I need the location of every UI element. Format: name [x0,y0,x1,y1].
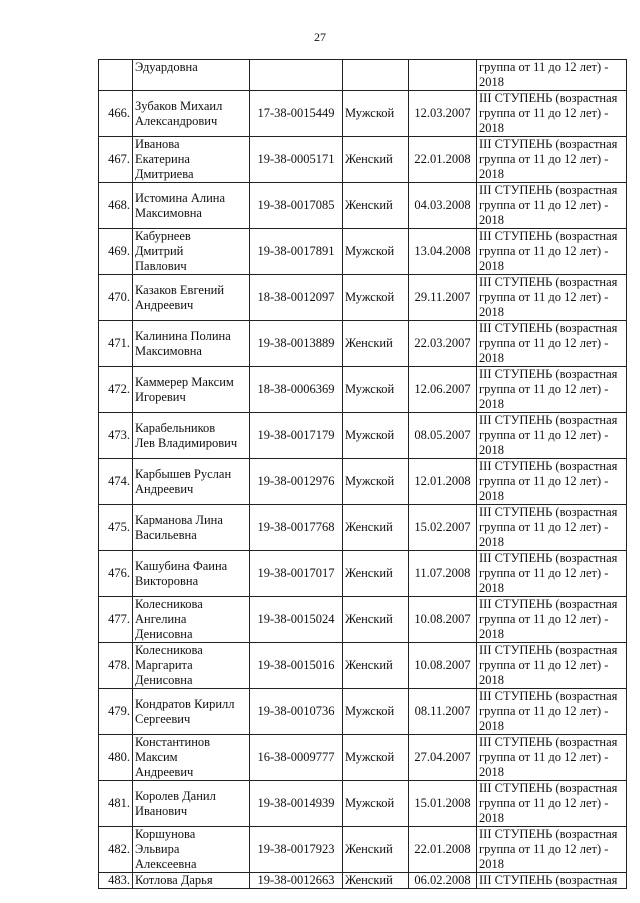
cell-uin: 19-38-0015024 [250,597,343,643]
cell-level-text: III СТУПЕНЬ (возрастная группа от 11 до 12 лет) - 2018 [479,413,618,457]
cell-level-text: III СТУПЕНЬ (возрастная группа от 11 до 12 лет) - 2018 [479,735,618,779]
cell-sex: Мужской [343,367,409,413]
cell-uin: 19-38-0017179 [250,413,343,459]
cell-number: 473. [99,413,133,459]
table-row [99,551,627,597]
table-row [99,505,627,551]
cell-birthdate: 29.11.2007 [409,275,477,321]
cell-sex: Мужской [343,459,409,505]
cell-sex: Женский [343,551,409,597]
cell-level-text: III СТУПЕНЬ (возрастная группа от 11 до 12 лет) - 2018 [479,505,618,549]
cell-level-text: III СТУПЕНЬ (возрастная группа от 11 до 12 лет) - 2018 [479,183,618,227]
cell-name [133,735,250,781]
cell-uin: 19-38-0017923 [250,827,343,873]
cell-birthdate: 11.07.2008 [409,551,477,597]
cell-sex: Мужской [343,91,409,137]
cell-name [133,367,250,413]
cell-uin: 19-38-0017017 [250,551,343,597]
cell-level-text: III СТУПЕНЬ (возрастная группа от 11 до 12 лет) - 2018 [479,459,618,503]
cell-level-text: III СТУПЕНЬ (возрастная группа от 11 до 12 лет) - 2018 [479,551,618,595]
cell-name-text: Константинов Максим Андреевич [135,735,211,779]
cell-level [477,137,627,183]
cell-number: 472. [99,367,133,413]
cell-name [133,597,250,643]
cell-level [477,321,627,367]
cell-number: 475. [99,505,133,551]
cell-name-text: Карабельников Лев Владимирович [135,420,238,450]
cell-uin: 16-38-0009777 [250,735,343,781]
cell-name [133,413,250,459]
cell-level [477,827,627,873]
table-row [99,367,627,413]
cell-birthdate: 12.03.2007 [409,91,477,137]
cell-birthdate: 27.04.2007 [409,735,477,781]
cell-sex: Мужской [343,229,409,275]
cell-level-text: III СТУПЕНЬ (возрастная группа от 11 до 12 лет) - 2018 [479,689,618,733]
table-row [99,459,627,505]
cell-name-text: Кондратов Кирилл Сергеевич [135,696,235,726]
cell-uin: 19-38-0017768 [250,505,343,551]
cell-number: 474. [99,459,133,505]
cell-sex: Женский [343,827,409,873]
cell-name [133,137,250,183]
cell-name-text: Истомина Алина Максимовна [135,190,226,220]
table-row [99,597,627,643]
table-row [99,229,627,275]
cell-name [133,643,250,689]
cell-uin: 18-38-0012097 [250,275,343,321]
cell-birthdate: 06.02.2008 [409,873,477,889]
cell-name-text: Кабурнеев Дмитрий Павлович [135,229,191,273]
cell-sex: Мужской [343,781,409,827]
cell-level [477,413,627,459]
cell-uin: 19-38-0014939 [250,781,343,827]
cell-name [133,827,250,873]
cell-number: 467. [99,137,133,183]
cell-uin: 17-38-0015449 [250,91,343,137]
table-row-partial [99,873,627,889]
table-row-continued [99,60,627,91]
cell-level [477,229,627,275]
cell-name-text: Карманова Лина Васильевна [135,512,223,542]
cell-number: 480. [99,735,133,781]
cell-level [477,689,627,735]
table-row [99,321,627,367]
cell-level-text: III СТУПЕНЬ (возрастная группа от 11 до 12 лет) - 2018 [479,781,618,825]
table-row [99,827,627,873]
cell-sex: Мужской [343,735,409,781]
cell-sex: Женский [343,597,409,643]
cell-level [477,781,627,827]
cell-number [99,60,133,91]
cell-name [133,459,250,505]
cell-name-text: Колесникова Маргарита Денисовна [135,643,203,687]
cell-name [133,873,250,889]
cell-level [477,91,627,137]
cell-level-text: III СТУПЕНЬ (возрастная группа от 11 до 12 лет) - 2018 [479,229,618,273]
cell-uin: 19-38-0005171 [250,137,343,183]
cell-birthdate: 22.03.2007 [409,321,477,367]
cell-level-text: группа от 11 до 12 лет) - 2018 [479,60,609,89]
cell-birthdate: 08.11.2007 [409,689,477,735]
table-row [99,275,627,321]
cell-number: 482. [99,827,133,873]
cell-level [477,597,627,643]
table-row [99,781,627,827]
cell-level-text: III СТУПЕНЬ (возрастная [479,873,618,887]
cell-birthdate: 10.08.2007 [409,597,477,643]
cell-uin: 19-38-0012976 [250,459,343,505]
cell-level-text: III СТУПЕНЬ (возрастная группа от 11 до 12 лет) - 2018 [479,827,618,871]
cell-sex: Женский [343,873,409,889]
cell-name [133,60,250,91]
cell-name [133,275,250,321]
table-row [99,183,627,229]
cell-number: 468. [99,183,133,229]
cell-name-text: Казаков Евгений Андреевич [135,282,225,312]
cell-level-text: III СТУПЕНЬ (возрастная группа от 11 до 12 лет) - 2018 [479,91,618,135]
cell-uin [250,60,343,91]
cell-sex: Женский [343,137,409,183]
table-row [99,643,627,689]
cell-name [133,689,250,735]
table-row [99,91,627,137]
cell-number: 469. [99,229,133,275]
cell-level-text: III СТУПЕНЬ (возрастная группа от 11 до 12 лет) - 2018 [479,597,618,641]
cell-name [133,91,250,137]
cell-level [477,505,627,551]
cell-name [133,551,250,597]
cell-birthdate: 10.08.2007 [409,643,477,689]
cell-level [477,275,627,321]
cell-level [477,873,627,889]
cell-sex: Мужской [343,413,409,459]
cell-sex: Мужской [343,275,409,321]
cell-name-text: Карбышев Руслан Андреевич [135,466,232,496]
cell-uin: 19-38-0012663 [250,873,343,889]
cell-number: 481. [99,781,133,827]
cell-birthdate: 15.02.2007 [409,505,477,551]
cell-sex: Женский [343,183,409,229]
cell-name-text: Эдуардовна [135,60,198,74]
cell-number: 471. [99,321,133,367]
cell-name-text: Каммерер Максим Игоревич [135,374,234,404]
cell-birthdate: 08.05.2007 [409,413,477,459]
cell-number: 477. [99,597,133,643]
cell-birthdate: 22.01.2008 [409,827,477,873]
cell-name [133,321,250,367]
cell-birthdate: 15.01.2008 [409,781,477,827]
table-body [99,60,627,889]
cell-level-text: III СТУПЕНЬ (возрастная группа от 11 до 12 лет) - 2018 [479,137,618,181]
cell-birthdate [409,60,477,91]
page-number: 27 [314,30,326,44]
cell-sex: Женский [343,321,409,367]
cell-name [133,781,250,827]
cell-level [477,60,627,91]
table-row [99,689,627,735]
cell-level-text: III СТУПЕНЬ (возрастная группа от 11 до 12 лет) - 2018 [479,367,618,411]
cell-name-text: Колесникова Ангелина Денисовна [135,597,203,641]
cell-uin: 19-38-0015016 [250,643,343,689]
cell-birthdate: 12.01.2008 [409,459,477,505]
table-row [99,735,627,781]
cell-level [477,643,627,689]
cell-level-text: III СТУПЕНЬ (возрастная группа от 11 до 12 лет) - 2018 [479,321,618,365]
cell-uin: 19-38-0010736 [250,689,343,735]
cell-uin: 19-38-0013889 [250,321,343,367]
cell-uin: 18-38-0006369 [250,367,343,413]
cell-sex: Женский [343,643,409,689]
cell-name-text: Кашубина Фаина Викторовна [135,558,228,588]
cell-sex: Женский [343,505,409,551]
cell-name-text: Коршунова Эльвира Алексеевна [135,827,197,871]
cell-birthdate: 12.06.2007 [409,367,477,413]
participants-table [98,59,627,889]
cell-uin: 19-38-0017085 [250,183,343,229]
cell-name [133,229,250,275]
cell-name-text: Иванова Екатерина Дмитриева [135,137,194,181]
cell-name-text: Зубаков Михаил Александрович [135,98,223,128]
cell-number: 466. [99,91,133,137]
cell-sex: Мужской [343,689,409,735]
cell-birthdate: 13.04.2008 [409,229,477,275]
cell-level [477,183,627,229]
table-row [99,137,627,183]
cell-sex [343,60,409,91]
cell-level-text: III СТУПЕНЬ (возрастная группа от 11 до 12 лет) - 2018 [479,643,618,687]
cell-number: 470. [99,275,133,321]
cell-name-text: Королев Данил Иванович [135,788,216,818]
cell-name-text: Котлова Дарья [135,873,213,887]
cell-name [133,505,250,551]
table-row [99,413,627,459]
cell-birthdate: 04.03.2008 [409,183,477,229]
cell-birthdate: 22.01.2008 [409,137,477,183]
cell-number: 478. [99,643,133,689]
cell-level-text: III СТУПЕНЬ (возрастная группа от 11 до 12 лет) - 2018 [479,275,618,319]
cell-name-text: Калинина Полина Максимовна [135,328,231,358]
cell-level [477,367,627,413]
cell-number: 483. [99,873,133,889]
cell-number: 476. [99,551,133,597]
cell-name [133,183,250,229]
cell-number: 479. [99,689,133,735]
cell-level [477,459,627,505]
cell-level [477,735,627,781]
cell-level [477,551,627,597]
cell-uin: 19-38-0017891 [250,229,343,275]
